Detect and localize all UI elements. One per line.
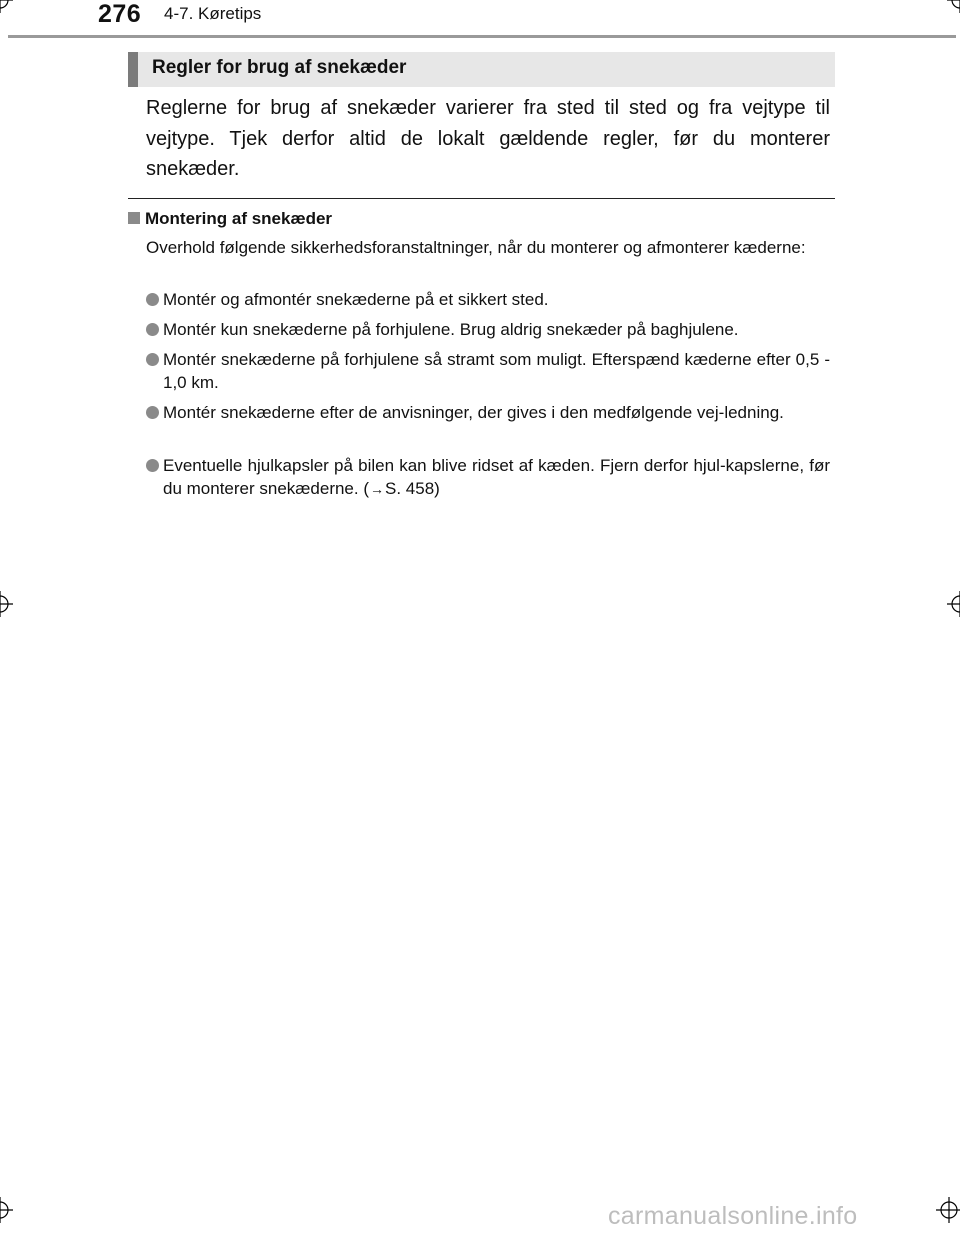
list-item-text: Montér snekæderne efter de anvisninger, der gives i den medfølgende vej-ledning. xyxy=(163,403,784,422)
right-arrow-icon: → xyxy=(370,481,384,497)
section-title: Regler for brug af snekæder xyxy=(152,57,407,78)
list-item xyxy=(146,348,830,394)
crosshair-registration-mark-icon xyxy=(0,591,13,617)
header-divider xyxy=(8,35,956,38)
list-item-text: Eventuelle hjulkapsler på bilen kan blive ridset af kæden. Fjern derfor hjul-kapslerne, før du monterer snekæderne. ( xyxy=(163,456,830,498)
chapter-title: 4-7. Køretips xyxy=(164,4,262,23)
square-marker-icon xyxy=(128,212,140,224)
circle-bullet-icon xyxy=(146,323,159,336)
circle-bullet-icon xyxy=(146,293,159,306)
list-item xyxy=(146,454,830,501)
page-reference-link[interactable]: S. 458) xyxy=(385,479,440,498)
crosshair-registration-mark-icon xyxy=(0,0,13,13)
list-item-text: Montér snekæderne på forhjulene så stramt som muligt. Efterspænd kæderne efter 0,5 - 1,0 km. xyxy=(163,350,830,392)
list-item xyxy=(146,318,830,341)
watermark: carmanualsonline.info xyxy=(608,1202,858,1230)
list-item-text: Montér kun snekæderne på forhjulene. Brug aldrig snekæder på baghjulene. xyxy=(163,320,739,339)
page-number: 276 xyxy=(98,0,142,28)
list-item xyxy=(146,288,830,311)
section-intro: Reglerne for brug af snekæder varierer fra sted til sted og fra vejtype til vejtype. Tjek derfor altid de lokalt gældende regler, før du monterer snekæder. xyxy=(146,97,830,180)
circle-bullet-icon xyxy=(146,353,159,366)
crosshair-registration-mark-icon xyxy=(936,1197,960,1223)
subsection-intro: Overhold følgende sikkerhedsforanstaltninger, når du monterer og afmonterer kæderne: xyxy=(146,238,806,257)
section-divider xyxy=(128,198,835,199)
subsection-heading xyxy=(128,209,332,229)
circle-bullet-icon xyxy=(146,459,159,472)
crosshair-registration-mark-icon xyxy=(0,1197,13,1223)
crosshair-registration-mark-icon xyxy=(947,0,960,13)
list-item xyxy=(146,401,830,424)
circle-bullet-icon xyxy=(146,406,159,419)
subsection-heading-text: Montering af snekæder xyxy=(145,209,333,228)
section-banner xyxy=(128,52,835,87)
crosshair-registration-mark-icon xyxy=(947,591,960,617)
list-item-text: Montér og afmontér snekæderne på et sikkert sted. xyxy=(163,290,549,309)
